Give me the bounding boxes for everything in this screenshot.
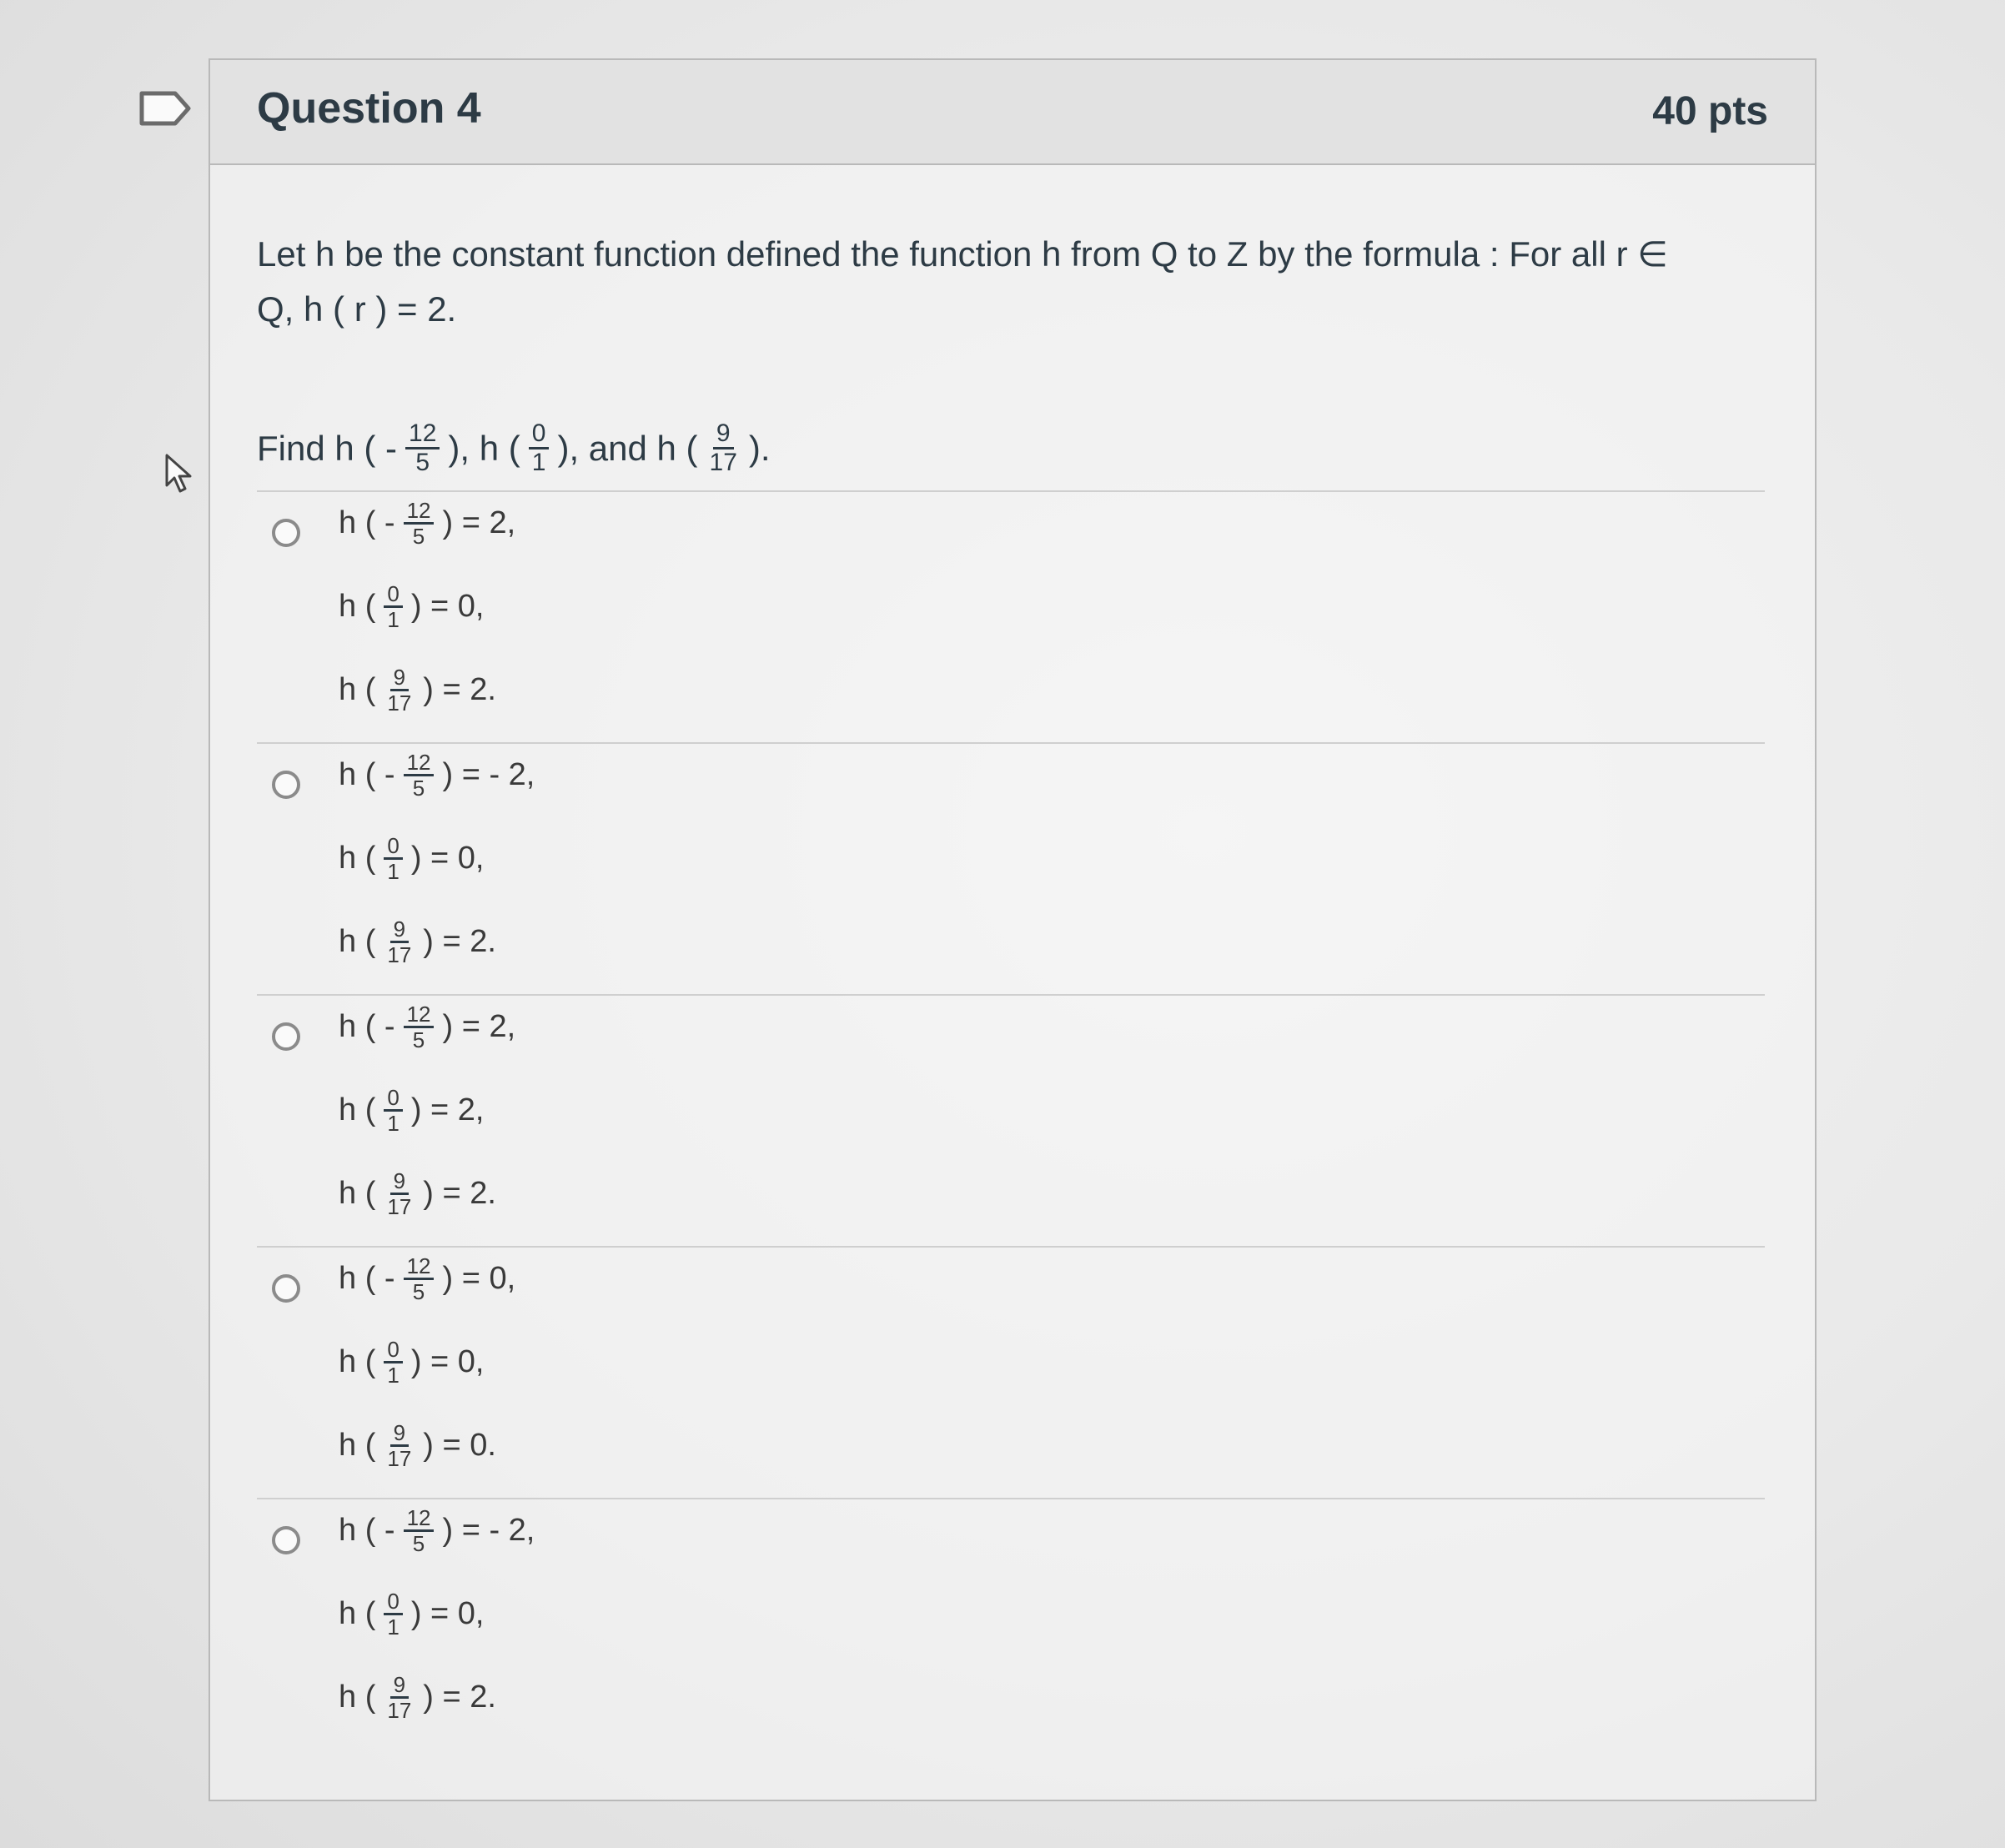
answer-line bbox=[339, 1506, 535, 1555]
answer-list bbox=[257, 490, 1765, 1750]
fraction bbox=[404, 751, 435, 800]
line-result: ) = 2. bbox=[423, 672, 496, 707]
fraction-numerator: 12 bbox=[404, 1254, 435, 1280]
question-title: Question 4 bbox=[257, 84, 481, 133]
line-result: ) = 2. bbox=[423, 1176, 496, 1211]
fraction bbox=[404, 1002, 435, 1052]
prompt-line-2: Q, h ( r ) = 2. bbox=[257, 289, 457, 329]
line-prefix: h ( - bbox=[339, 505, 395, 540]
fraction-denominator: 17 bbox=[387, 690, 412, 716]
answer-line bbox=[339, 1338, 484, 1387]
answer-option-2[interactable] bbox=[257, 742, 1765, 994]
fraction bbox=[384, 1673, 415, 1722]
fraction-denominator: 17 bbox=[387, 1446, 412, 1471]
prompt-line-1: Let h be the constant function defined the function h from Q to Z by the formula : For all r ∈ bbox=[257, 234, 1668, 274]
answer-line bbox=[339, 1254, 515, 1303]
line-result: ) = 0, bbox=[442, 1261, 516, 1296]
line-prefix: h ( bbox=[339, 1344, 376, 1379]
line-prefix: h ( bbox=[339, 924, 376, 959]
fraction-numerator: 9 bbox=[390, 665, 409, 691]
answer-line bbox=[339, 1421, 496, 1470]
fraction bbox=[404, 1254, 435, 1303]
line-result: ) = 2, bbox=[410, 1092, 485, 1127]
fraction-numerator: 12 bbox=[404, 499, 435, 525]
question-header bbox=[210, 60, 1815, 165]
find-mid-1: ), h ( bbox=[448, 428, 520, 468]
fraction-denominator: 1 bbox=[387, 1111, 399, 1136]
fraction-numerator: 0 bbox=[384, 1338, 402, 1363]
fraction-numerator: 0 bbox=[384, 1589, 402, 1615]
line-result: ) = 0, bbox=[410, 841, 485, 876]
fraction bbox=[706, 420, 741, 476]
fraction bbox=[384, 1589, 402, 1639]
find-suffix: ). bbox=[748, 428, 771, 468]
answer-line bbox=[339, 665, 496, 715]
answer-line bbox=[339, 499, 515, 548]
fraction-numerator: 12 bbox=[405, 420, 440, 449]
line-prefix: h ( bbox=[339, 1428, 376, 1463]
answer-line bbox=[339, 1589, 484, 1639]
line-prefix: h ( bbox=[339, 1092, 376, 1127]
fraction-numerator: 9 bbox=[390, 1421, 409, 1447]
line-prefix: h ( - bbox=[339, 757, 395, 792]
fraction-numerator: 12 bbox=[404, 751, 435, 776]
line-result: ) = 2. bbox=[423, 924, 496, 959]
answer-option-4[interactable] bbox=[257, 1246, 1765, 1498]
fraction-denominator: 1 bbox=[387, 1363, 399, 1388]
fraction-numerator: 0 bbox=[384, 582, 402, 608]
fraction bbox=[384, 834, 402, 883]
fraction-denominator: 5 bbox=[412, 1027, 425, 1052]
fraction-numerator: 0 bbox=[384, 1086, 402, 1112]
answer-option-3[interactable] bbox=[257, 994, 1765, 1246]
line-prefix: h ( bbox=[339, 841, 376, 876]
fraction-numerator: 0 bbox=[384, 834, 402, 860]
fraction-denominator: 17 bbox=[387, 1194, 412, 1219]
fraction bbox=[404, 1506, 435, 1555]
fraction bbox=[384, 1169, 415, 1218]
answer-line bbox=[339, 917, 496, 967]
line-result: ) = - 2, bbox=[442, 1513, 535, 1548]
fraction-numerator: 9 bbox=[390, 1673, 409, 1699]
answer-line bbox=[339, 834, 484, 883]
fraction bbox=[384, 582, 402, 631]
fraction bbox=[384, 917, 415, 967]
line-prefix: h ( bbox=[339, 589, 376, 624]
fraction-numerator: 12 bbox=[404, 1506, 435, 1532]
question-card bbox=[209, 58, 1817, 1801]
line-prefix: h ( bbox=[339, 1596, 376, 1631]
fraction bbox=[384, 665, 415, 715]
fraction-denominator: 5 bbox=[412, 776, 425, 801]
radio-button[interactable] bbox=[272, 1022, 300, 1051]
radio-button[interactable] bbox=[272, 519, 300, 547]
line-result: ) = 0, bbox=[410, 1344, 485, 1379]
line-result: ) = 2. bbox=[423, 1680, 496, 1715]
line-prefix: h ( bbox=[339, 672, 376, 707]
line-prefix: h ( - bbox=[339, 1513, 395, 1548]
radio-button[interactable] bbox=[272, 1274, 300, 1303]
line-result: ) = - 2, bbox=[442, 757, 535, 792]
answer-line bbox=[339, 1169, 496, 1218]
answer-line bbox=[339, 1086, 484, 1135]
fraction-denominator: 1 bbox=[531, 449, 546, 476]
fraction-denominator: 1 bbox=[387, 1614, 399, 1640]
line-prefix: h ( bbox=[339, 1176, 376, 1211]
fraction-numerator: 9 bbox=[713, 420, 734, 449]
radio-button[interactable] bbox=[272, 1526, 300, 1554]
find-prefix: Find h ( - bbox=[257, 428, 398, 468]
fraction bbox=[529, 420, 550, 476]
line-prefix: h ( - bbox=[339, 1261, 395, 1296]
line-result: ) = 2, bbox=[442, 1009, 516, 1044]
line-result: ) = 0, bbox=[410, 589, 485, 624]
fraction bbox=[384, 1421, 415, 1470]
answer-line bbox=[339, 582, 484, 631]
fraction-denominator: 17 bbox=[387, 1698, 412, 1723]
fraction-denominator: 5 bbox=[412, 1531, 425, 1556]
line-result: ) = 0, bbox=[410, 1596, 485, 1631]
fraction-denominator: 17 bbox=[387, 942, 412, 967]
bookmark-flag-icon[interactable] bbox=[138, 90, 193, 127]
fraction bbox=[384, 1086, 402, 1135]
line-result: ) = 2, bbox=[442, 505, 516, 540]
line-prefix: h ( - bbox=[339, 1009, 395, 1044]
answer-line bbox=[339, 751, 535, 800]
answer-line bbox=[339, 1673, 496, 1722]
find-mid-2: ), and h ( bbox=[557, 428, 698, 468]
fraction bbox=[384, 1338, 402, 1387]
fraction-denominator: 1 bbox=[387, 607, 399, 632]
fraction-numerator: 12 bbox=[404, 1002, 435, 1028]
fraction-numerator: 9 bbox=[390, 917, 409, 943]
fraction-denominator: 5 bbox=[415, 449, 430, 476]
line-prefix: h ( bbox=[339, 1680, 376, 1715]
radio-button[interactable] bbox=[272, 771, 300, 799]
find-instruction bbox=[257, 420, 771, 476]
question-points: 40 pts bbox=[1652, 89, 1768, 133]
line-result: ) = 0. bbox=[423, 1428, 496, 1463]
fraction-denominator: 17 bbox=[709, 449, 737, 476]
fraction-numerator: 0 bbox=[529, 420, 550, 449]
answer-line bbox=[339, 1002, 515, 1052]
fraction-denominator: 1 bbox=[387, 859, 399, 884]
question-prompt bbox=[257, 227, 1758, 337]
fraction-denominator: 5 bbox=[412, 524, 425, 549]
fraction bbox=[405, 420, 440, 476]
fraction-denominator: 5 bbox=[412, 1279, 425, 1304]
answer-option-1[interactable] bbox=[257, 490, 1765, 742]
mouse-pointer-icon bbox=[163, 452, 197, 495]
answer-option-5[interactable] bbox=[257, 1498, 1765, 1750]
fraction-numerator: 9 bbox=[390, 1169, 409, 1195]
fraction bbox=[404, 499, 435, 548]
